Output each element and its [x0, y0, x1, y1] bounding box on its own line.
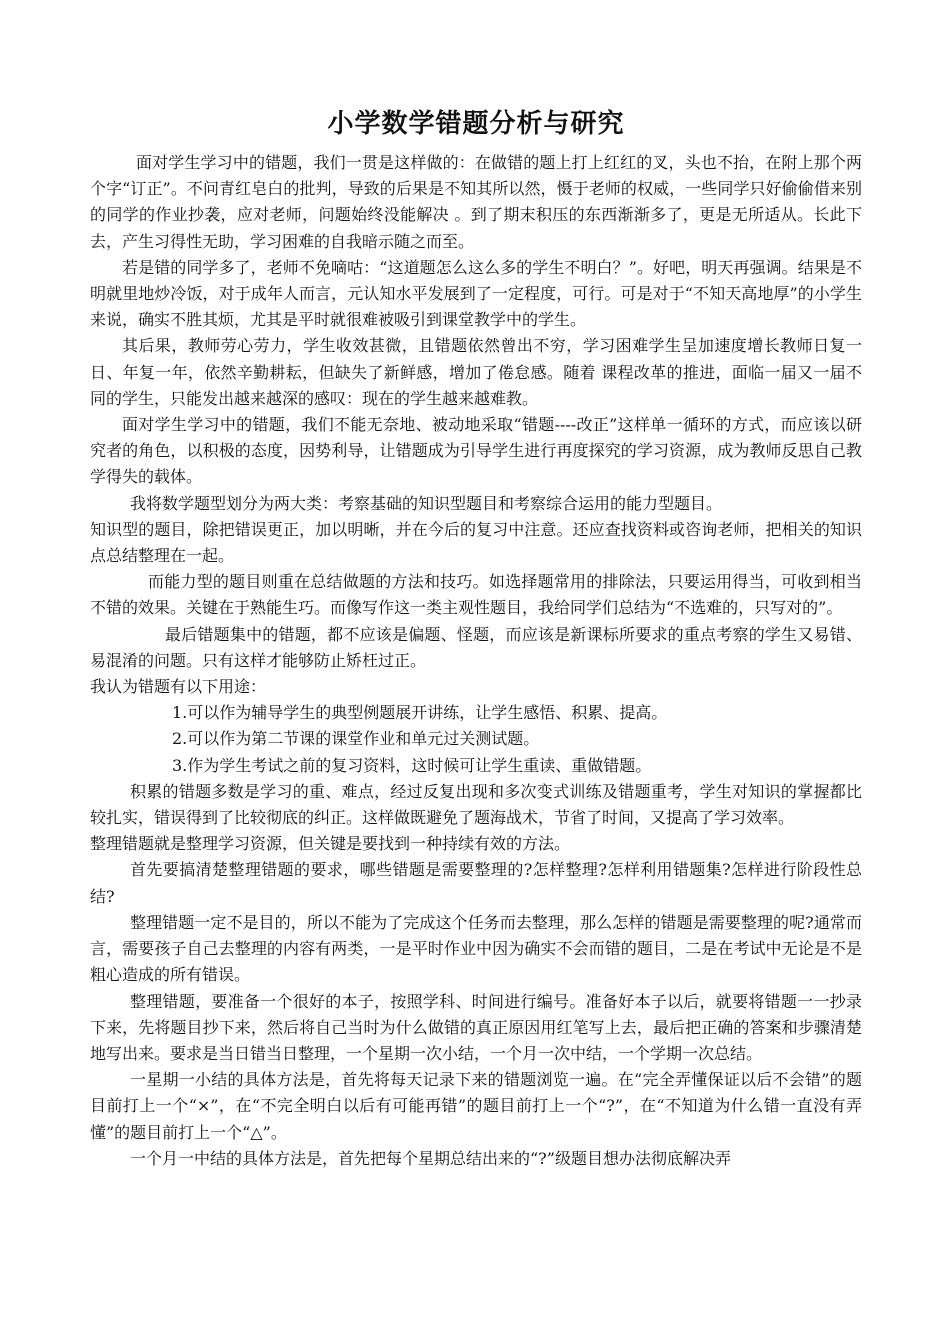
paragraph-3: 其后果，教师劳心劳力，学生收效甚微，且错题依然曾出不穷，学习困难学生呈加速度增长教师日复一日、年复一年，依然辛勤耕耘，但缺失了新鲜感，增加了倦怠感。随着 课程改革的推进，面临一届又一届不同的学生，只能发出越来越深的感叹：现在的学生越来越难教。 — [90, 336, 862, 408]
list-item-1: 1.可以作为辅导学生的典型例题展开讲练，让学生感悟、积累、提高。 — [172, 703, 668, 723]
paragraph-7: 而能力型的题目则重在总结做题的方法和技巧。如选择题常用的排除法，只要运用得当，可收到相当不错的效果。关键在于熟能生巧。而像写作这一类主观性题目，我给同学们总结为“不选难的，只写对的”。 — [90, 572, 862, 618]
document-page — [90, 104, 862, 1172]
paragraph-12: 整理错题一定不是目的，所以不能为了完成这个任务而去整理，那么怎样的错题是需要整理的呢?通常而言，需要孩子自己去整理的内容有两类，一是平时作业中因为确实不会而错的题目，二是在考试中无论是不是粗心造成的所有错误。 — [90, 912, 862, 985]
paragraph-9: 积累的错题多数是学习的重、难点，经过反复出现和多次变式训练及错题重考，学生对知识的掌握都比较扎实，错误得到了比较彻底的纠正。这样做既避免了题海战术，节省了时间，又提高了学习效率。 — [90, 781, 862, 828]
paragraph-1: 面对学生学习中的错题，我们一贯是这样做的：在做错的题上打上红红的叉，头也不抬，在附上那个两个字“订正”。不问青红皂白的批判，导致的后果是不知其所以然，慑于老师的权威，一些同学只好偷偷借来别的同学的作业抄袭，应对老师，问题始终没能解决 。到了期末积压的东西渐渐多了，更是无所适从。长此下去，产生习得性无助，学习困难的自我暗示随之而至。 — [90, 153, 862, 251]
paragraph-15: 一个月一中结的具体方法是，首先把每个星期总结出来的“?”级题目想办法彻底解决弄 — [130, 1148, 731, 1168]
paragraph-11: 首先要搞清楚整理错题的要求，哪些错题是需要整理的?怎样整理?怎样利用错题集?怎样进行阶段性总结? — [90, 860, 862, 906]
list-item-2: 2.可以作为第二节课的课堂作业和单元过关测试题。 — [172, 729, 540, 749]
document-title: 小学数学错题分析与研究 — [327, 109, 625, 139]
paragraph-10: 整理错题就是整理学习资源，但关键是要找到一种持续有效的方法。 — [90, 834, 571, 854]
paragraph-6: 知识型的题目，除把错误更正，加以明晰，并在今后的复习中注意。还应查找资料或咨询老师，把相关的知识点总结整理在一起。 — [90, 519, 862, 566]
paragraph-13: 整理错题，要准备一个很好的本子，按照学科、时间进行编号。准备好本子以后，就要将错题一一抄录下来，先将题目抄下来，然后将自己当时为什么做错的真正原因用红笔写上去，最后把正确的答案和步骤清楚地写出来。要求是当日错当日整理，一个星期一次小结，一个月一次中结，一个学期一次总结。 — [90, 991, 862, 1063]
list-item-3: 3.作为学生考试之前的复习资料，这时候可让学生重读、重做错题。 — [172, 755, 652, 775]
paragraph-4: 面对学生学习中的错题，我们不能无奈地、被动地采取“错题----改正”这样单一循环的方式，而应该以研究者的角色，以积极的态度，因势利导，让错题成为引导学生进行再度探究的学习资源，成为教师反思自己教学得失的载体。 — [90, 415, 862, 487]
paragraph-14: 一星期一小结的具体方法是，首先将每天记录下来的错题浏览一遍。在“完全弄懂保证以后不会错”的题目前打上一个“×”，在“不完全明白以后有可能再错”的题目前打上一个“?”，在“不知道为什么错一直没有弄懂”的题目前打上一个“△”。 — [90, 1070, 862, 1142]
paragraph-8: 最后错题集中的错题，都不应该是偏题、怪题，而应该是新课标所要求的重点考察的学生又易错、易混淆的问题。只有这样才能够防止矫枉过正。 — [90, 624, 862, 670]
paragraph-2: 若是错的同学多了，老师不免嘀咕：“这道题怎么这么多的学生不明白？”。好吧，明天再强调。结果是不明就里地炒冷饭，对于成年人而言，元认知水平发展到了一定程度，可行。可是对于“不知天高地厚”的小学生来说，确实不胜其烦，尤其是平时就很难被吸引到课堂教学中的学生。 — [90, 257, 862, 330]
uses-heading: 我认为错题有以下用途： — [90, 677, 267, 697]
paragraph-5: 我将数学题型划分为两大类：考察基础的知识型题目和考察综合运用的能力型题目。 — [130, 493, 723, 513]
